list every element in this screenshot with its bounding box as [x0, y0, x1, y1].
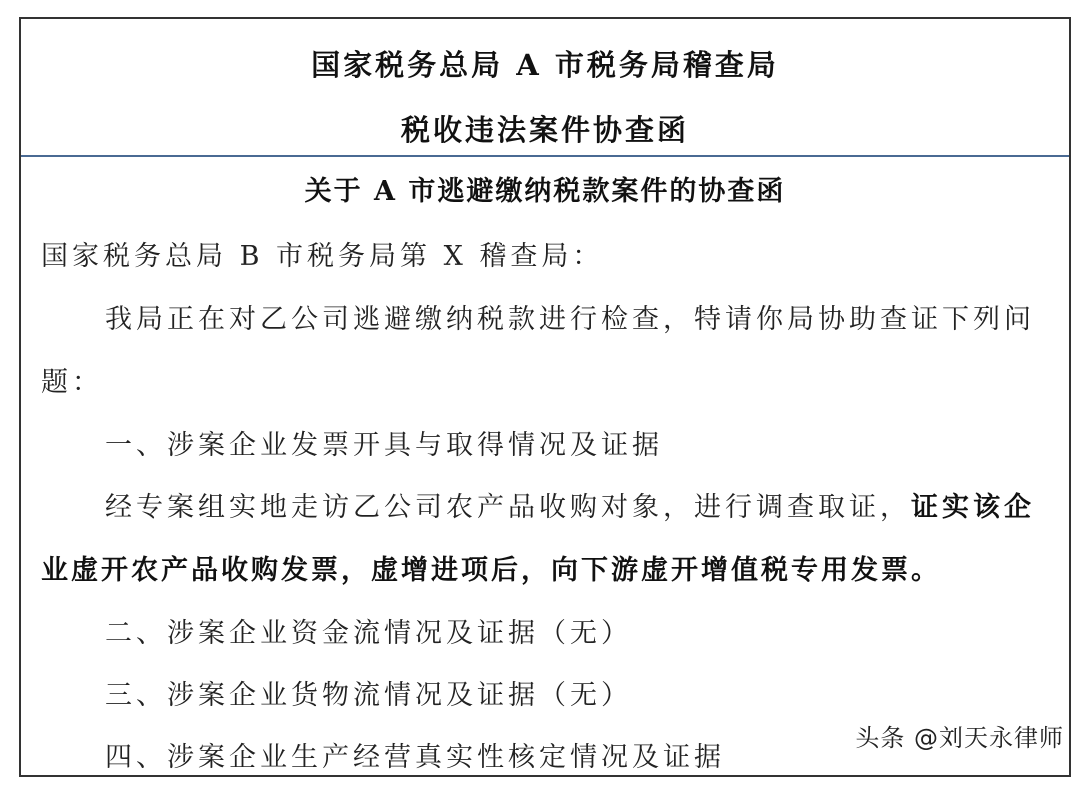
- item-1-text-regular: 经专案组实地走访乙公司农产品收购对象，进行调查取证，: [105, 492, 911, 523]
- intro-paragraph-line-1: 我局正在对乙公司逃避缴纳税款进行检查，特请你局协助查证下列问: [105, 304, 1035, 335]
- document-frame: [19, 17, 1071, 777]
- item-1-paragraph-line-1: [105, 485, 1035, 524]
- header-divider: [21, 155, 1069, 157]
- document-type-title: 税收违法案件协查函: [400, 113, 689, 147]
- intro-paragraph-line-2: 题：: [41, 367, 103, 398]
- watermark-label: 头条 @刘天永律师: [855, 724, 1064, 752]
- letter-subject: 关于 A 市逃避缴纳税款案件的协查函: [304, 176, 786, 207]
- item-4-heading: 四、涉案企业生产经营真实性核定情况及证据: [105, 742, 725, 773]
- recipient-line: 国家税务总局 B 市税务局第 X 稽查局：: [41, 241, 604, 272]
- item-3-heading: 三、涉案企业货物流情况及证据（无）: [105, 680, 632, 711]
- item-1-heading: 一、涉案企业发票开具与取得情况及证据: [105, 430, 663, 461]
- item-1-paragraph-line-2: 业虚开农产品收购发票，虚增进项后，向下游虚开增值税专用发票。: [41, 555, 941, 586]
- item-2-heading: 二、涉案企业资金流情况及证据（无）: [105, 618, 632, 649]
- issuer-title: 国家税务总局 A 市税务局稽查局: [311, 48, 779, 82]
- item-1-text-emphasis: 证实该企: [911, 492, 1035, 523]
